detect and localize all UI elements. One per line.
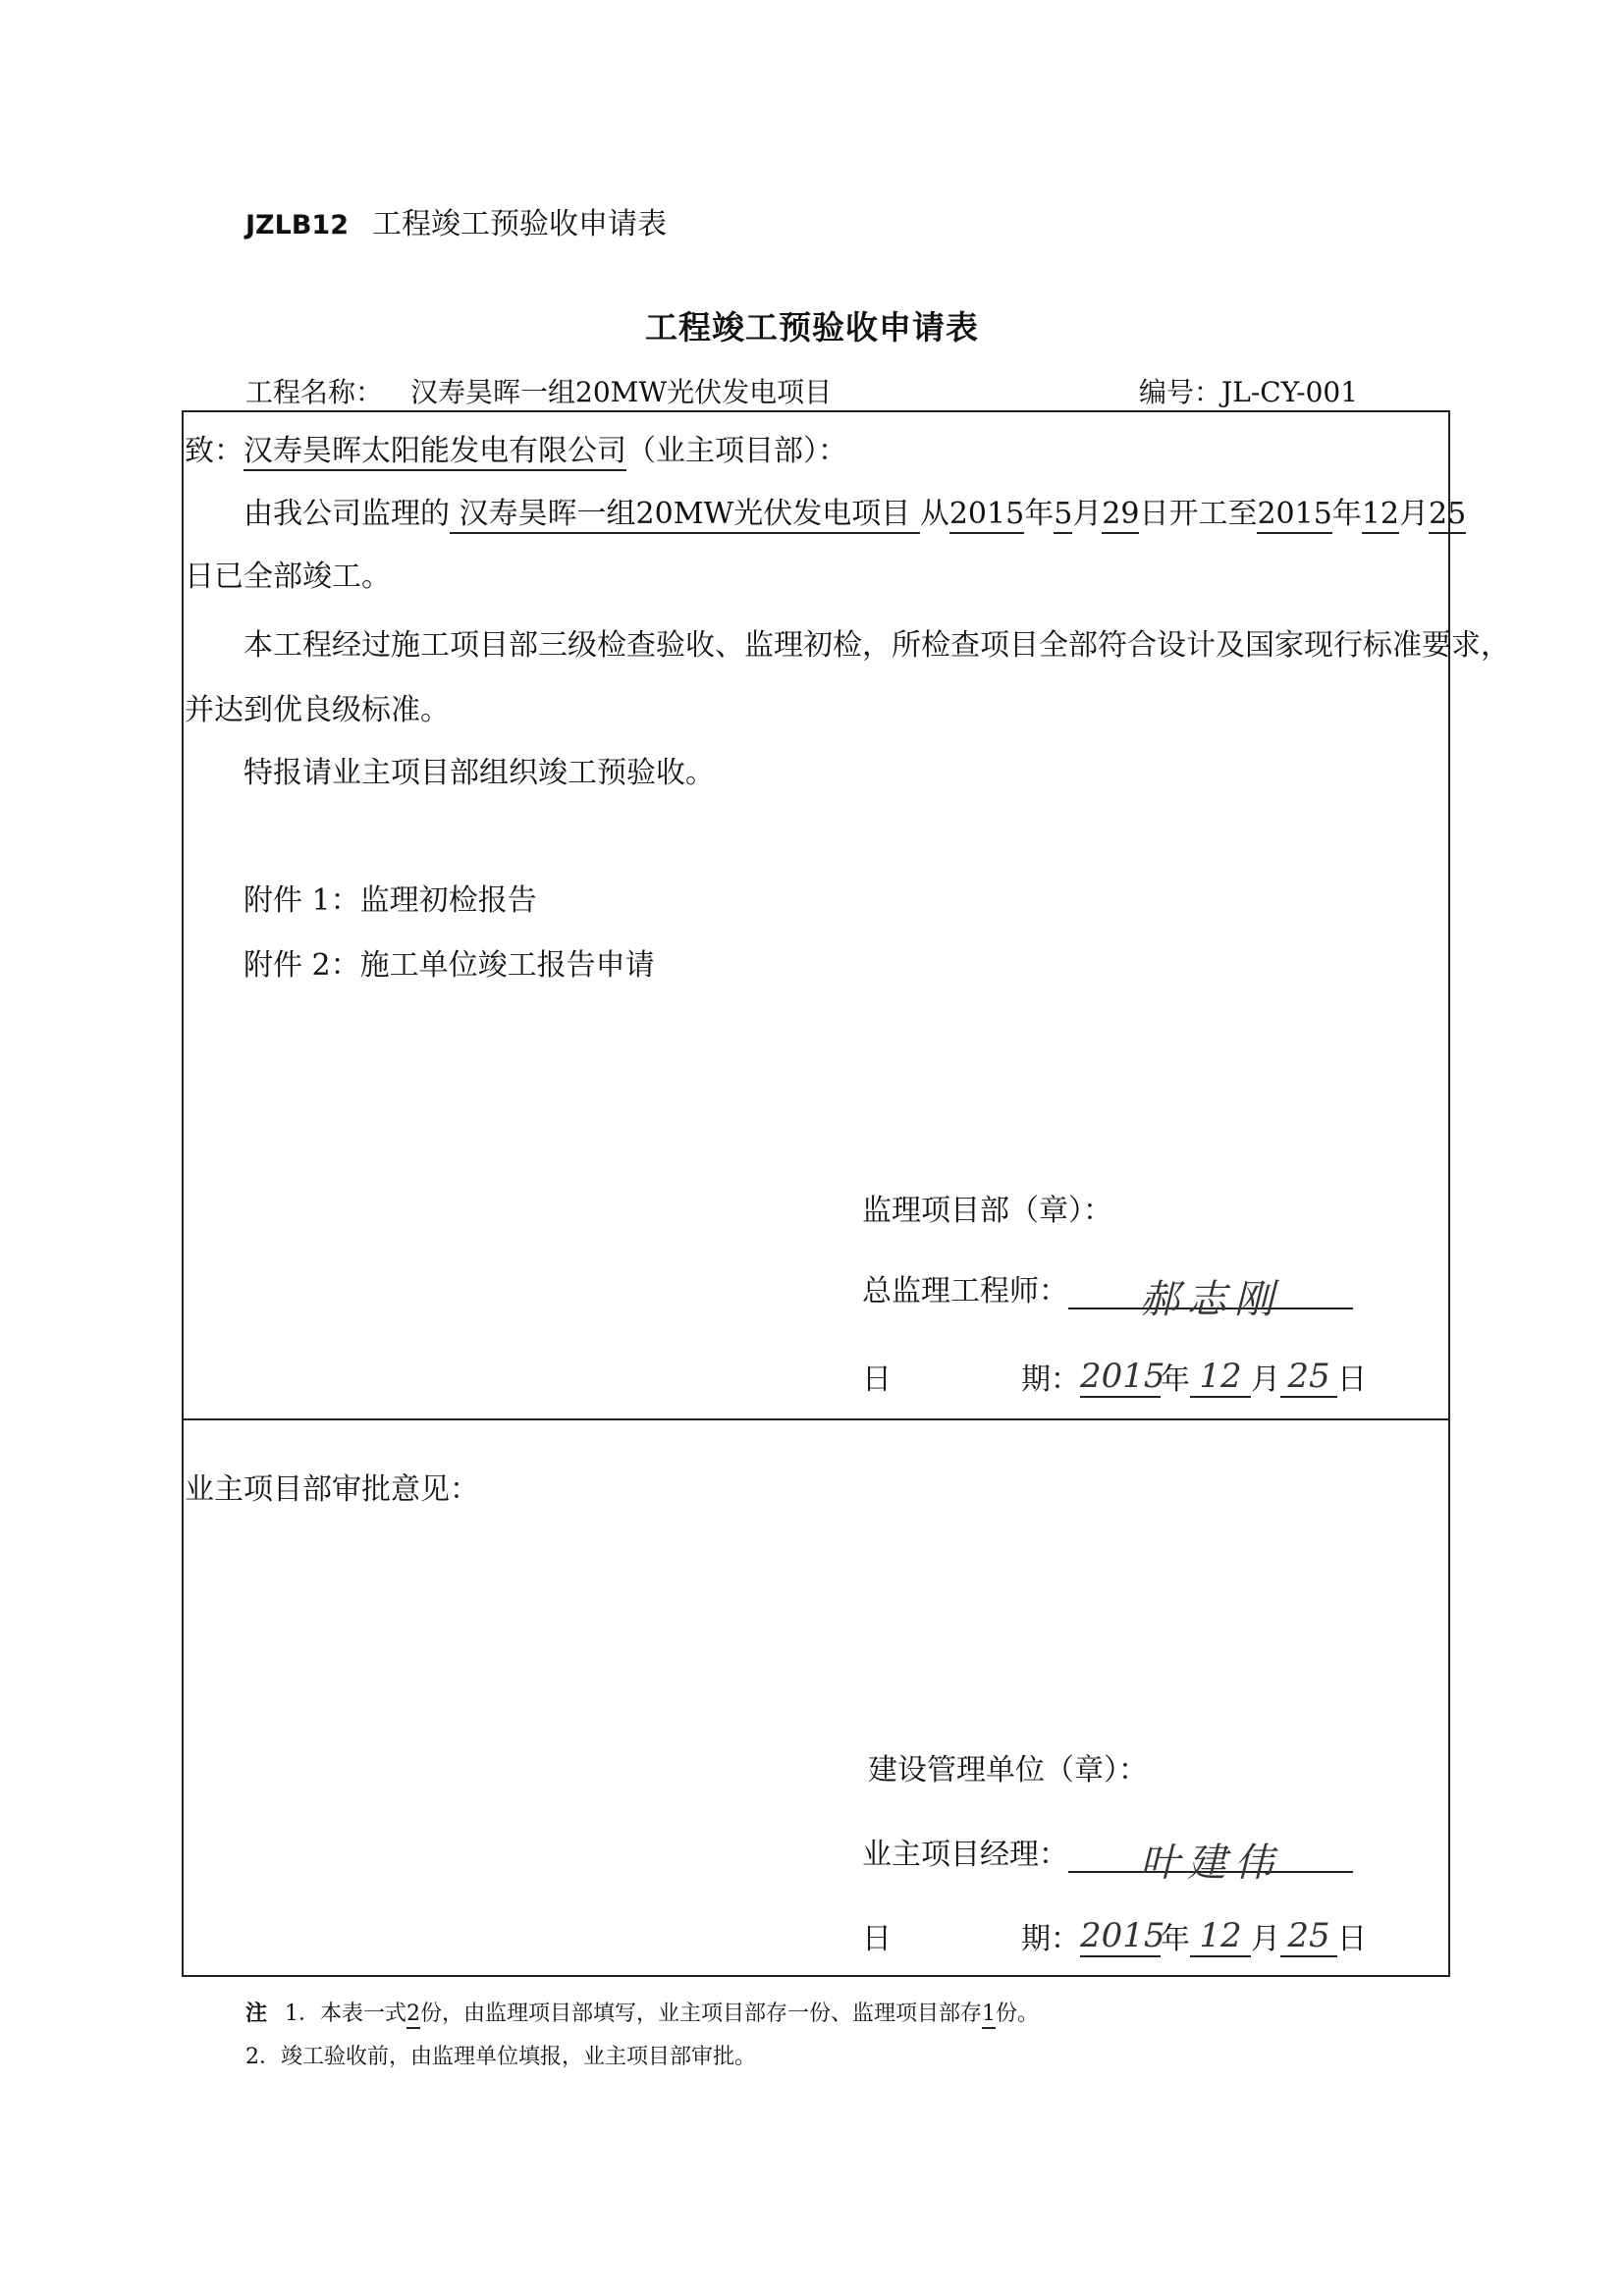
chief-engineer-line	[862, 1266, 1353, 1322]
end-month-char: 月	[1399, 497, 1430, 531]
owner-opinion-label: 业主项目部审批意见：	[185, 1472, 479, 1507]
owner-manager-signature: 叶建伟	[1140, 1841, 1281, 1886]
chief-engineer-signature: 郝志刚	[1140, 1277, 1281, 1322]
supervisor-date-label-b: 期：	[1021, 1362, 1080, 1397]
owner-day-char: 日	[1337, 1922, 1367, 1956]
note-1-copies: 2	[406, 2002, 420, 2029]
addressee-line	[185, 426, 847, 469]
form-code-line	[245, 199, 667, 242]
attachment-2: 附件 2：施工单位竣工报告申请	[244, 948, 655, 983]
supervisor-date-line	[862, 1355, 1367, 1398]
to-suffix: （业主项目部）：	[626, 434, 847, 468]
owner-unit-label: 建设管理单位（章）：	[868, 1753, 1148, 1788]
project-name-line	[245, 371, 832, 410]
p1-project	[450, 497, 920, 534]
row-divider	[182, 1418, 1450, 1420]
supervisor-date-month-field	[1190, 1357, 1251, 1398]
start-day: 29	[1102, 497, 1139, 534]
owner-date-year: 2015	[1080, 1916, 1165, 1955]
note-1-a: 1．本表一式	[285, 2002, 407, 2026]
owner-date-label-b: 期：	[1021, 1922, 1080, 1956]
note-1-b: 份，由监理项目部填写，业主项目部存一份、监理项目部存	[420, 2002, 983, 2026]
owner-manager-signature-field	[1068, 1832, 1353, 1886]
supervisor-date-day: 25	[1287, 1357, 1330, 1396]
to-company: 汉寿昊晖太阳能发电有限公司	[244, 434, 626, 471]
owner-date-month-field	[1190, 1916, 1251, 1957]
start-year-char: 年	[1024, 497, 1055, 531]
paragraph-2-line-2: 并达到优良级标准。	[185, 693, 450, 727]
form-code: JZLB12	[245, 210, 349, 240]
paragraph-2-line-1: 本工程经过施工项目部三级检查验收、监理初检，所检查项目全部符合设计及国家现行标准要求，	[244, 628, 1510, 663]
chief-engineer-signature-field	[1068, 1268, 1353, 1322]
owner-date-line	[862, 1914, 1367, 1957]
owner-year-char: 年	[1161, 1922, 1190, 1956]
start-month-char: 月	[1072, 497, 1103, 531]
chief-engineer-label: 总监理工程师：	[862, 1274, 1068, 1308]
owner-date-day: 25	[1287, 1916, 1330, 1955]
supervisor-year-char: 年	[1161, 1362, 1190, 1397]
p1-mid: 日开工至	[1139, 497, 1258, 531]
supervisor-dept-label: 监理项目部（章）：	[862, 1194, 1112, 1228]
supervisor-month-char: 月	[1251, 1362, 1280, 1397]
owner-date-year-field	[1080, 1916, 1165, 1957]
p1-project-text: 汉寿昊晖一组20MW光伏发电项目	[459, 497, 911, 531]
paragraph-3: 特报请业主项目部组织竣工预验收。	[244, 756, 715, 790]
supervisor-date-month: 12	[1199, 1357, 1242, 1396]
paragraph-1-line-2: 日已全部竣工。	[185, 560, 391, 594]
note-2: 2．竣工验收前，由监理单位填报，业主项目部审批。	[245, 2045, 756, 2069]
paragraph-1-line-1	[244, 489, 1466, 532]
to-label: 致：	[185, 434, 244, 468]
owner-date-day-field	[1280, 1916, 1337, 1957]
supervisor-date-year: 2015	[1080, 1357, 1165, 1396]
supervisor-date-year-field	[1080, 1357, 1165, 1398]
page-title: 工程竣工预验收申请表	[645, 308, 979, 347]
note-label: 注	[245, 2001, 268, 2026]
p1-intro: 由我公司监理的	[244, 497, 450, 531]
project-label: 工程名称：	[245, 376, 384, 408]
owner-date-label-a: 日	[862, 1922, 892, 1956]
note-1	[245, 1997, 1039, 2027]
end-month: 12	[1362, 497, 1399, 534]
supervisor-day-char: 日	[1337, 1362, 1367, 1397]
owner-month-char: 月	[1251, 1922, 1280, 1956]
supervisor-date-day-field	[1280, 1357, 1337, 1398]
number-value: JL-CY-001	[1221, 376, 1359, 408]
end-day: 25	[1429, 497, 1466, 534]
owner-manager-line	[862, 1830, 1353, 1886]
start-month: 5	[1054, 497, 1072, 534]
start-year: 2015	[949, 497, 1024, 534]
owner-date-month: 12	[1199, 1916, 1242, 1955]
project-name: 汉寿昊晖一组20MW光伏发电项目	[410, 376, 833, 408]
note-1-keep: 1	[982, 2002, 996, 2029]
p1-from: 从	[919, 497, 949, 531]
number-label: 编号：	[1139, 376, 1222, 408]
note-1-c: 份。	[996, 2002, 1040, 2026]
supervisor-date-label-a: 日	[862, 1362, 892, 1397]
form-name: 工程竣工预验收申请表	[371, 207, 667, 241]
end-year: 2015	[1257, 497, 1331, 534]
form-number-line	[1139, 371, 1358, 410]
end-year-char: 年	[1331, 497, 1362, 531]
owner-manager-label: 业主项目经理：	[862, 1838, 1068, 1872]
attachment-1: 附件 1：监理初检报告	[244, 883, 537, 918]
